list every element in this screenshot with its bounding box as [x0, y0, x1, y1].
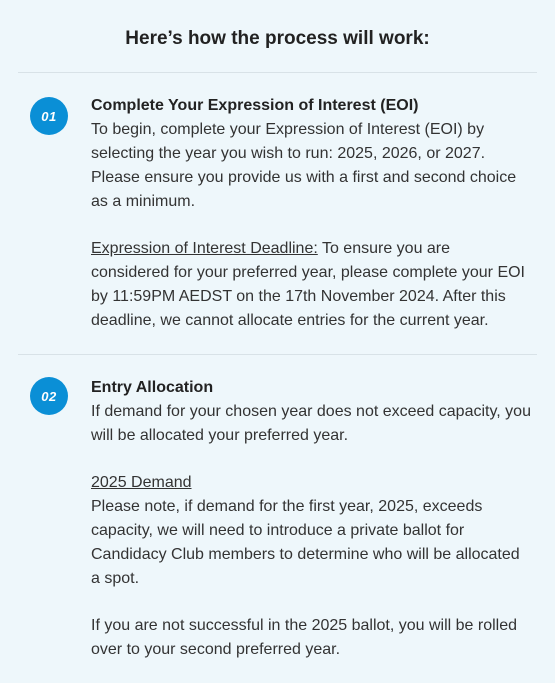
step-number-badge: 01 [30, 97, 68, 135]
deadline-label: Expression of Interest Deadline: [91, 240, 318, 257]
step-1 [91, 94, 531, 333]
step-title: Complete Your Expression of Interest (EOI) [91, 97, 419, 114]
step-body: If demand for your chosen year does not exceed capacity, you will be allocated your preferred year. [91, 403, 531, 444]
top-divider [18, 72, 537, 73]
step-body: To begin, complete your Expression of Interest (EOI) by selecting the year you wish to run: 2025, 2026, or 2027. Please ensure you provide us with a first and second choice as a minimum. [91, 121, 517, 210]
spacer [91, 448, 531, 471]
step-title: Entry Allocation [91, 379, 214, 396]
ballot-text: If you are not successful in the 2025 ballot, you will be rolled over to your second preferred year. [91, 617, 518, 658]
page-heading: Here’s how the process will work: [125, 28, 430, 49]
deadline-text: To ensure you are considered for your preferred year, please complete your EOI by 11:59PM AEDST on the 17th November 2024. After this deadline, we cannot allocate entries for the current year. [91, 240, 525, 329]
demand-text: Please note, if demand for the first year, 2025, exceeds capacity, we will need to introduce a private ballot for Candidacy Club members to determine who will be allocated a spot. [91, 498, 520, 587]
spacer [91, 214, 531, 237]
deadline-paragraph [91, 237, 531, 333]
step-2 [91, 376, 531, 662]
spacer [91, 591, 531, 614]
middle-divider [18, 354, 537, 355]
demand-label: 2025 Demand [91, 474, 192, 491]
step-number-badge: 02 [30, 377, 68, 415]
